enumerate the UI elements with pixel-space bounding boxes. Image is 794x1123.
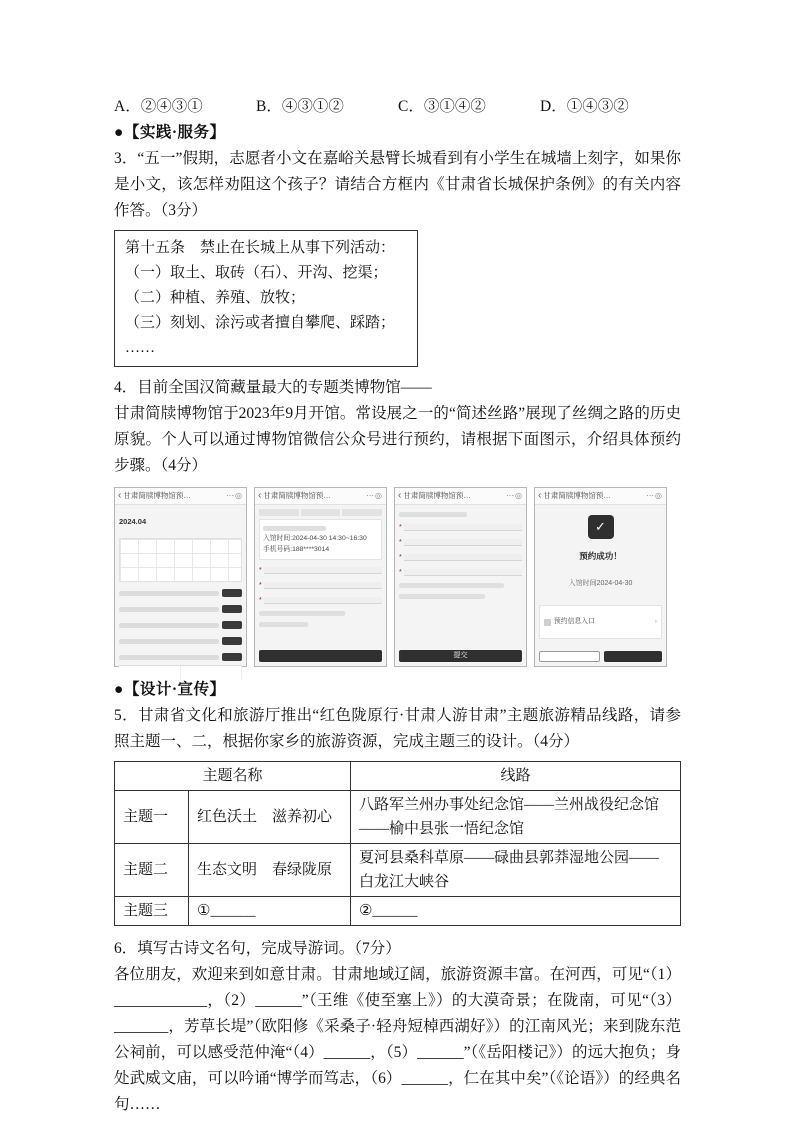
next-step-button-placeholder [259,650,382,662]
primary-button-placeholder [604,651,663,662]
required-asterisk: * [259,566,262,574]
screenshot-titlebar [115,488,246,505]
text-placeholder-bar [119,607,219,612]
list-icon [544,619,551,626]
screenshot-step1-calendar [114,487,247,667]
back-icon: ‹ [398,490,402,501]
time-slot-row [119,589,242,597]
entry-time-text: 入馆时间:2024-04-30 14:30~16:30 [263,535,367,542]
more-icon: ⋯◎ [506,491,523,500]
text-placeholder-bar [399,583,504,588]
input-placeholder [404,569,522,576]
back-icon: ‹ [118,490,122,501]
section-practice-service [114,120,681,146]
cell-route-blank: ②______ [351,897,681,926]
form-field-row [259,582,382,589]
header-theme-name: 主题名称 [115,762,351,791]
header-route: 线路 [351,762,681,791]
back-icon: ‹ [258,490,262,501]
input-placeholder [264,582,382,589]
more-icon: ⋯◎ [226,491,243,500]
time-slot-row [119,605,242,613]
required-asterisk: * [399,539,402,546]
screenshot-title: 甘肃简牍博物馆预… [123,491,191,500]
text-placeholder-bar [119,655,219,660]
book-button-placeholder [222,605,242,613]
regulation-line: …… [125,340,155,356]
booking-info-entry-row [539,605,662,639]
table-row [115,897,681,926]
form-field-row [399,569,522,576]
success-title: 预约成功！ [579,551,622,561]
required-asterisk: * [399,524,402,531]
submit-button-placeholder: 提交 [399,650,522,662]
text-placeholder-bar [399,594,485,599]
tour-routes-table [114,761,681,926]
text-placeholder-bar [119,591,219,596]
booking-info-card [259,519,382,560]
regulation-line: 第十五条 禁止在长城上从事下列活动： [125,240,396,256]
text-placeholder-bar [119,639,219,644]
book-button-placeholder [222,653,242,661]
screenshot-title: 甘肃简牍博物馆预… [543,491,611,500]
cell-route: 八路军兰州办事处纪念馆——兰州战役纪念馆——榆中县张一悟纪念馆 [351,791,681,844]
book-button-placeholder [222,589,242,597]
input-placeholder [404,554,522,561]
text-placeholder-bar [259,611,345,616]
option-c: C．③①④② [398,98,486,115]
secondary-button-placeholder [539,651,600,662]
screenshot-titlebar [255,488,386,505]
option-b: B．④③①② [256,98,344,115]
choice-options-row [114,94,681,120]
regulation-line: （二）种植、养殖、放牧； [125,290,306,306]
cell-theme: 主题二 [115,844,189,897]
calendar-month-label: 2024.04 [119,517,147,526]
screenshot-body [395,505,526,666]
question-4-text: 甘肃简牍博物馆于2023年9月开馆。常设展之一的“简述丝路”展现了丝绸之路的历史原貌。个人可以通过博物馆微信公众号进行预约，请根据下面图示，介绍具体预约步骤。（4分） [114,405,681,474]
more-icon: ⋯◎ [646,491,663,500]
screenshot-title: 甘肃简牍博物馆预… [403,491,471,500]
screenshot-body [535,505,666,666]
regulation-line: （三）刻划、涂污或者擅自攀爬、踩踏； [125,315,396,331]
table-row [115,791,681,844]
option-d: D．①④③② [540,98,629,115]
required-asterisk: * [399,569,402,576]
input-placeholder [264,597,382,604]
regulation-box [114,230,418,367]
table-header-row [115,762,681,791]
screenshot-step3-visitor-form [394,487,527,667]
text-placeholder-bar [119,623,219,628]
cell-theme-title: 红色沃土 滋养初心 [189,791,351,844]
text-placeholder-bar [259,622,308,627]
tab-bar-placeholder [259,509,382,516]
screenshot-titlebar [535,488,666,505]
option-a: A．②④③① [114,98,203,115]
chevron-right-icon: › [654,618,657,625]
cell-theme: 主题一 [115,791,189,844]
back-icon: ‹ [538,490,542,501]
time-slot-row [119,653,242,661]
form-field-row [399,554,522,561]
question-3-text: 3．“五一”假期，志愿者小文在嘉峪关悬臂长城看到有小学生在城墙上刻字，如果你是小文，该怎样劝阻这个孩子？请结合方框内《甘肃省长城保护条例》的有关内容作答。（3分） [114,150,681,219]
section-practice-label: 【实践·服务】 [123,124,226,141]
booking-screenshots-figure [114,487,681,667]
page-content [114,94,681,1118]
required-asterisk: * [399,554,402,561]
screenshot-step4-success [534,487,667,667]
time-slot-row [119,637,242,645]
phone-number-text: 手机号码:188****3014 [263,545,330,553]
success-block [539,509,662,597]
question-6-title: 6．填写古诗文名句，完成导游词。（7分） [114,940,401,957]
screenshot-titlebar [395,488,526,505]
time-slot-row [119,621,242,629]
calendar-grid [119,538,242,582]
cell-theme-title: 生态文明 春绿陇原 [189,844,351,897]
required-asterisk: * [259,581,262,589]
regulation-line: （一）取土、取砖（石）、开沟、挖渠； [125,265,388,281]
bullet-icon: ● [114,124,124,141]
form-field-row [259,597,382,604]
screenshot-body [255,505,386,666]
calendar-check-icon: ✓ [588,515,614,539]
book-button-placeholder [222,637,242,645]
cell-theme-title-blank: ①______ [189,897,351,926]
book-button-placeholder [222,621,242,629]
form-field-row [399,539,522,546]
cell-theme: 主题三 [115,897,189,926]
question-5-text: 5．甘肃省文化和旅游厅推出“红色陇原行·甘肃人游甘肃”主题旅游精品线路，请参照主题一、二，根据你家乡的旅游资源，完成主题三的设计。（4分） [114,707,681,750]
more-icon: ⋯◎ [366,491,383,500]
question-6-text: 各位朋友，欢迎来到如意甘肃。甘肃地域辽阔，旅游资源丰富。在河西，可见“（1）____________，（2）______”（王维《使至塞上》）的大漠奇景；在陇南，可见“（3）_______，芳草长堤”（欧阳修《采桑子·轻舟短棹西湖好》）的江南风光；来到陇东范公祠前，可以感受范仲淹“（4）______，（5）______”（《岳阳楼记》）的远大抱负；身处武威文庙，可以吟诵“博学而笃志，（6）______，仁在其中矣”（《论语》）的经典名句…… [114,966,681,1113]
screenshot-title: 甘肃简牍博物馆预… [263,491,331,500]
input-placeholder [404,524,522,531]
table-row [115,844,681,897]
booking-info-entry-label: 预约信息入口 [554,618,595,625]
form-field-row [399,524,522,531]
cell-route: 夏河县桑科草原——碌曲县郭莽湿地公园——白龙江大峡谷 [351,844,681,897]
bottom-buttons-row [539,651,662,662]
question-4-intro: 4．目前全国汉简藏量最大的专题类博物馆—— [114,379,432,396]
bottom-nav-placeholder [119,665,242,680]
input-placeholder [404,539,522,546]
entry-time-text: 入馆时间2024-04-30 [568,580,633,587]
text-placeholder-bar [263,526,326,531]
bullet-icon: ● [114,681,124,698]
required-asterisk: * [259,596,262,604]
screenshot-body [115,505,246,684]
screenshot-step2-booking-form [254,487,387,667]
input-placeholder [264,567,382,574]
form-field-row [259,567,382,574]
section-design-label: 【设计·宣传】 [123,681,226,698]
text-placeholder-bar [399,512,467,517]
